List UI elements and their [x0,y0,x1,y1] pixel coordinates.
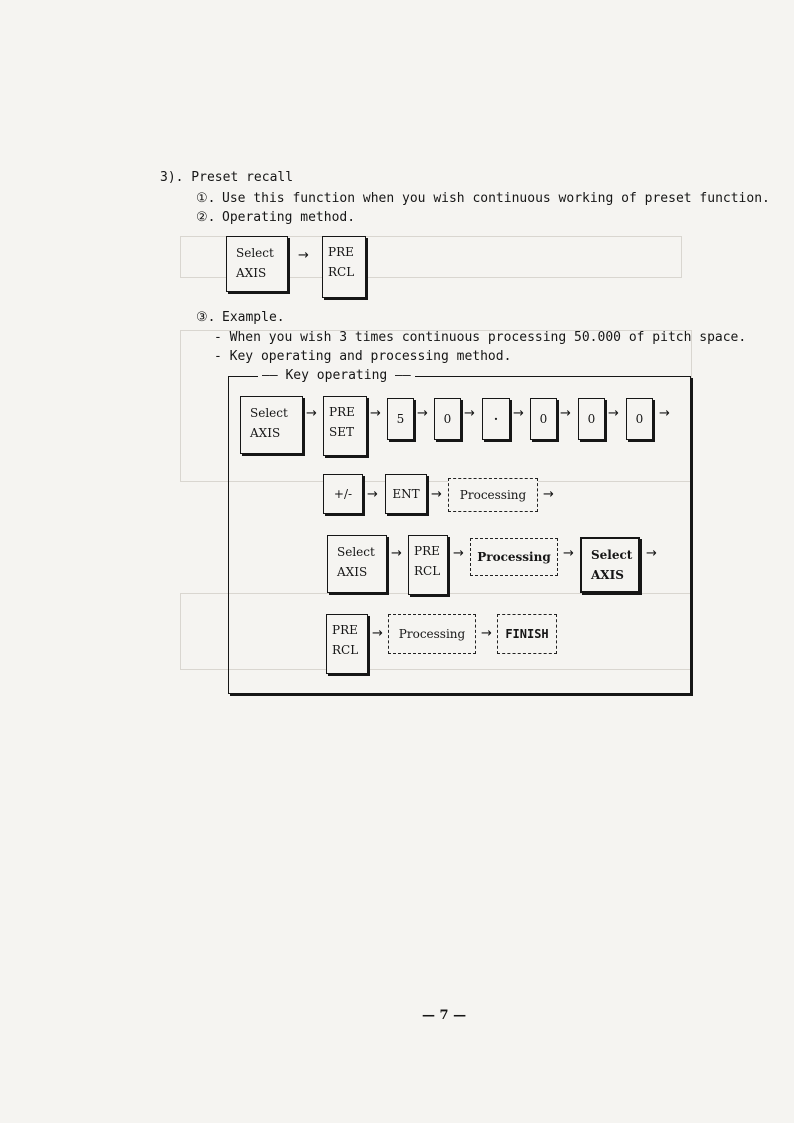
processing-box: Processing [470,538,558,576]
ent-key: ENT [385,474,427,514]
digit-key-5: 5 [387,398,414,440]
arrow-icon: → [372,626,383,641]
example-line-2: - Key operating and processing method. [214,349,512,364]
key-line: AXIS [591,568,624,582]
item-marker-3: ③. [196,310,216,325]
key-line: PRE [414,544,440,558]
processing-box: Processing [388,614,476,654]
select-axis-key-bold [580,537,640,593]
select-axis-key [327,535,387,593]
key-line: AXIS [236,266,267,280]
example-line-1: - When you wish 3 times continuous processing 50.000 of pitch space. [214,330,747,345]
arrow-icon: → [306,406,317,421]
page-number: — 7 — [422,1008,467,1023]
key-line: RCL [414,564,441,578]
key-line: PRE [329,405,355,419]
arrow-icon: → [646,546,657,561]
key-line: PRE [332,623,358,637]
arrow-icon: → [298,248,309,263]
key-line: Select [337,545,375,559]
arrow-icon: → [560,406,571,421]
key-line: SET [329,425,354,439]
arrow-icon: → [453,546,464,561]
finish-box: FINISH [497,614,557,654]
section-title: 3). Preset recall [160,170,294,185]
arrow-icon: → [543,487,554,502]
decimal-point-key: · [482,398,510,440]
pre-rcl-key [322,236,366,298]
select-axis-key [240,396,303,454]
arrow-icon: → [417,406,428,421]
key-line: Select [591,548,633,562]
key-line: Select [250,406,288,420]
item-text-1: Use this function when you wish continuous working of preset function. [222,191,770,206]
key-line: RCL [332,643,359,657]
digit-key-0: 0 [626,398,653,440]
key-operating-label: —— Key operating —— [258,368,415,384]
key-line: AXIS [337,565,368,579]
digit-key-0: 0 [434,398,461,440]
key-line: Select [236,246,274,260]
item-text-2: Operating method. [222,210,356,225]
pre-rcl-key [408,535,448,595]
digit-key-0: 0 [530,398,557,440]
arrow-icon: → [608,406,619,421]
item-marker-1: ①. [196,191,216,206]
pre-rcl-key [326,614,368,674]
arrow-icon: → [391,546,402,561]
item-text-3: Example. [222,310,285,325]
arrow-icon: → [370,406,381,421]
item-marker-2: ②. [196,210,216,225]
arrow-icon: → [367,487,378,502]
processing-box: Processing [448,478,538,512]
arrow-icon: → [431,487,442,502]
key-line: RCL [328,265,355,279]
arrow-icon: → [481,626,492,641]
key-line: AXIS [250,426,281,440]
plus-minus-key: +/- [323,474,363,514]
arrow-icon: → [563,546,574,561]
digit-key-0: 0 [578,398,605,440]
key-operating-label-text: Key operating [285,368,388,383]
arrow-icon: → [659,406,670,421]
key-line: PRE [328,245,354,259]
arrow-icon: → [464,406,475,421]
pre-set-key [323,396,367,456]
arrow-icon: → [513,406,524,421]
select-axis-key [226,236,288,292]
